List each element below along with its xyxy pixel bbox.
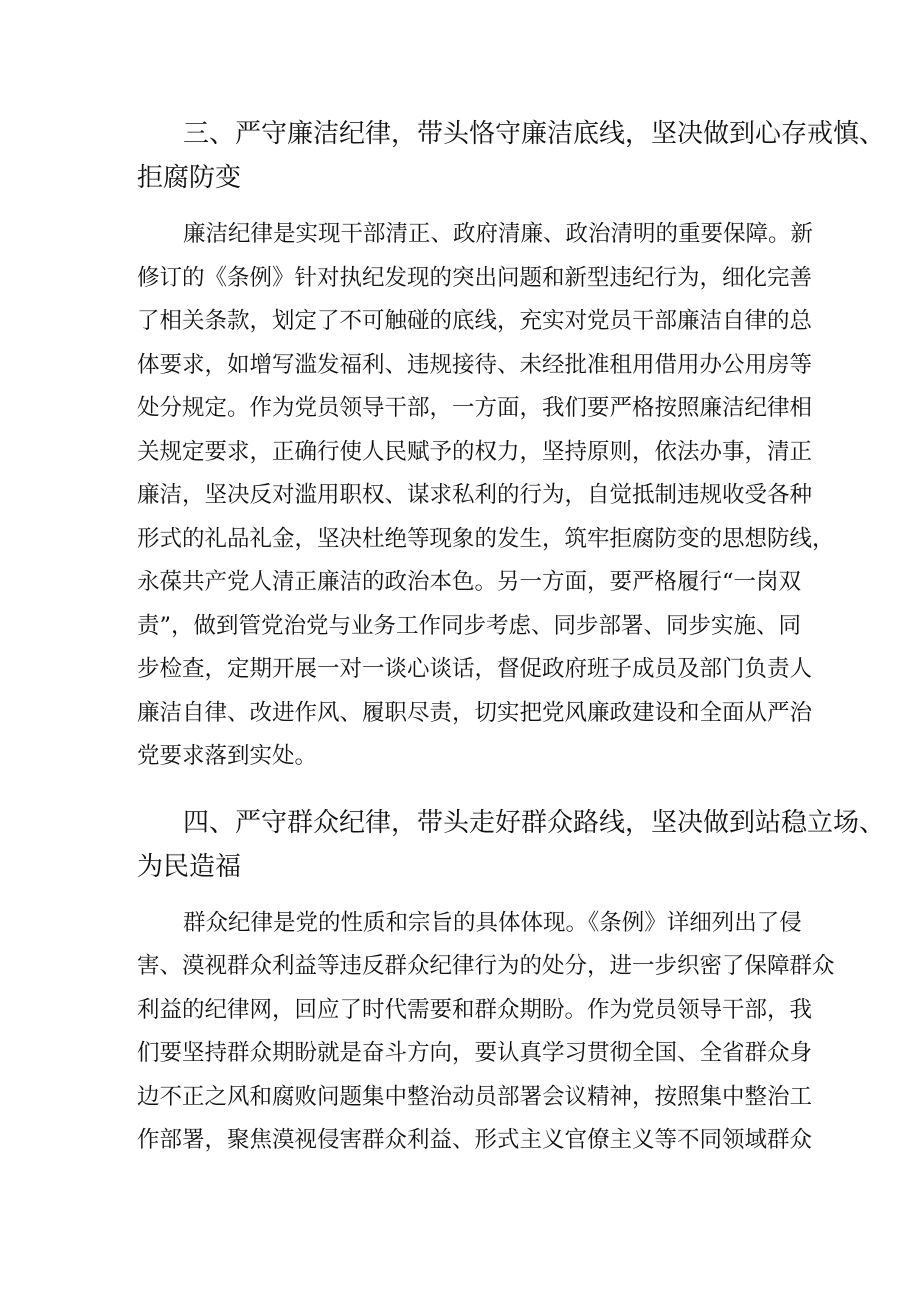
section-3-paragraph-line: 体要求，如增写滥发福利、违规接待、未经批准租用借用办公用房等 (137, 352, 813, 378)
section-3-paragraph-line: 形式的礼品礼金，坚决杜绝等现象的发生，筑牢拒腐防变的思想防线， (137, 526, 835, 552)
section-3-paragraph-line: 永葆共产党人清正廉洁的政治本色。另一方面，要严格履行“一岗双 (137, 569, 802, 595)
section-4-paragraph-line: 害、漠视群众利益等违反群众纪律行为的处分，进一步织密了保障群众 (137, 953, 835, 979)
section-4-paragraph-line: 边不正之风和腐败问题集中整治动员部署会议精神，按照集中整治工 (137, 1084, 813, 1110)
section-3-paragraph-line: 步检查，定期开展一对一谈心谈话，督促政府班子成员及部门负责人 (137, 656, 813, 682)
section-3-paragraph-line: 关规定要求，正确行使人民赋予的权力，坚持原则，依法办事，清正 (137, 439, 813, 465)
section-3-paragraph-line: 责”，做到管党治党与业务工作同步考虑、同步部署、同步实施、同 (137, 613, 802, 639)
section-3-paragraph-line: 了相关条款，划定了不可触碰的底线，充实对党员干部廉洁自律的总 (137, 308, 813, 334)
section-4-paragraph-line: 利益的纪律网，回应了时代需要和群众期盼。作为党员领导干部，我 (137, 997, 813, 1023)
section-3-paragraph-line: 廉洁纪律是实现干部清正、政府清廉、政治清明的重要保障。新 (183, 221, 814, 247)
section-3-paragraph-line: 党要求落到实处。 (137, 743, 318, 769)
section-3-paragraph-line: 处分规定。作为党员领导干部，一方面，我们要严格按照廉洁纪律相 (137, 395, 813, 421)
section-4-heading-line-1: 四、严守群众纪律，带头走好群众路线，坚决做到站稳立场、 (183, 808, 886, 838)
section-4-paragraph-line: 们要坚持群众期盼就是奋斗方向，要认真学习贯彻全国、全省群众身 (137, 1040, 813, 1066)
section-3-paragraph-line: 廉洁自律、改进作风、履职尽责，切实把党风廉政建设和全面从严治 (137, 700, 813, 726)
section-4-heading-line-2: 为民造福 (137, 852, 242, 882)
section-3-heading-line-1: 三、严守廉洁纪律，带头恪守廉洁底线，坚决做到心存戒慎、 (183, 119, 886, 149)
section-3-paragraph-line: 廉洁，坚决反对滥用职权、谋求私利的行为，自觉抵制违规收受各种 (137, 482, 813, 508)
section-4-paragraph-line: 群众纪律是党的性质和宗旨的具体体现。《条例》详细列出了侵 (183, 910, 802, 936)
section-3-paragraph-line: 修订的《条例》针对执纪发现的突出问题和新型违纪行为，细化完善 (137, 265, 813, 291)
section-4-paragraph-line: 作部署，聚焦漠视侵害群众利益、形式主义官僚主义等不同领域群众 (137, 1127, 813, 1153)
section-3-heading-line-2: 拒腐防变 (137, 163, 242, 193)
